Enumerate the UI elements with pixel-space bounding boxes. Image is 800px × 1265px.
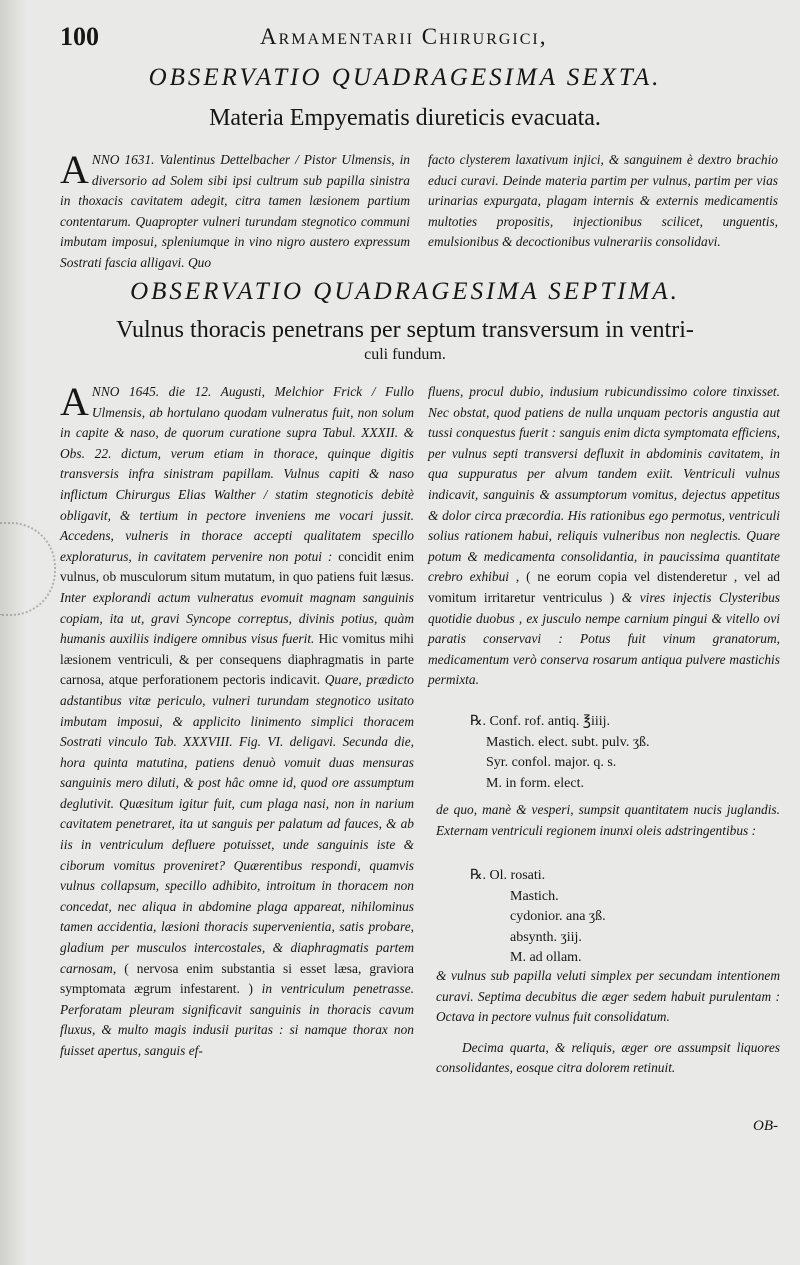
prescription-line: ℞. Conf. rof. antiq. ℥iiij. <box>470 714 611 729</box>
prescription-line: Mastich. elect. subt. pulv. ʒß. <box>486 734 650 750</box>
observation-47-text-11: de quo, manè & vesperi, sumpsit quantitatem nucis juglandis. Externam ventriculi regionem inunxi oleis adstringentibus : <box>436 802 780 838</box>
observation-47-text-5: Quare, prædicto adstantibus vitæ periculo, vulneri turundam stegnotico usitato imbutam imposui, & applicito linimento simplici thoracem Sostrati vinculo Tab. XXXVIII. Fig. VI. deligavi. Secunda die, hora quinta matutina, patiens denuò vomuit duas mensuras sanguinis mero diluti, & post hâc omne id, quod ore assumptum deglutivit. Quæsitum igitur fuit, cum plaga nasi, non in narium cavitatem penetraret, ita ut sanguis per palatum ad fauces, & ab iis in ventriculum defluere potuisset, unde sanguinis iste & ciborum vomitus proveniret? Quærentibus respondi, quamvis vulnus collapsum, specillo adhibito, introitum in thoracem non concedat, nec aliqua in abdomine plaga appareat, nihilominus tamen accidentia, læsioni thoracis supervenientia, satis probare, gladium per musculos intercostales, & diaphragmatis partem carnosam, <box>60 672 414 976</box>
observation-47-column-right-cont <box>436 800 780 841</box>
observation-47-text-1: NNO 1645. die 12. Augusti, Melchior Frick / Fullo Ulmensis, ab hortulano quodam vulneratus fuit, non solum in capite & naso, de quorum curatione supra Tabul. XXXII. & Obs. 22. dictum, verum etiam in thorace, quinque digitis transversis infra sinistram papillam. Vulnus capiti & naso inflictum Chirurgus Elias Walther / statim stegnoticis debitè obligavit, & tertium in pectore inveniens me vocari jussit. Accedens, vulneris in thorace accepti qualitatem specillo exploraturus, in cavitatem pervenire non potui : <box>60 384 414 564</box>
observation-47-text-9: ( ne eorum copia vel distenderetur , vel ad vomitum irritaretur ventriculus ) <box>428 569 780 605</box>
observation-46-text-right: facto clysterem laxativum injici, & sanguinem è dextro brachio educi curavi. Deinde materia partim per vulnus, partim per vias urinarias expurgata, plagam internis & externis medicamentis multoties propositis, injectionibus scilicet, unguentis, emulsionibus & decoctionibus vulnerariis consolidavi. <box>428 152 778 250</box>
observation-47-text-4: Hic vomitus mihi læsionem ventriculi, & per consequens diaphragmatis in parte carnosa, atque perforationem pectoris indicavit. <box>60 631 414 688</box>
observation-47-conclusion <box>436 966 780 1079</box>
prescription-line: ℞. Ol. rosati. <box>470 868 546 883</box>
observation-47-text-3: Inter explorandi actum vulneratus evomuit magnam sanguinis copiam, ita ut, gravi Syncope correptus, divinis potius, quàm humanis auxiliis indigere omnibus visus fuerit. <box>60 589 414 647</box>
observation-46-column-right <box>428 150 778 253</box>
observation-47-text-8: fluens, procul dubio, indusium rubicundissimo colore tinxisset. Nec obstat, quod patiens de nulla unquam pectoris angustia aut tussi conquestus fuerit : sanguis enim dicta symptomata efficiens, per vulnus septi transversi defluxit in abdominis cavitatem, in qua suppuratus per alvum tandem exiit. Ventriculi vulnus indicavit, sanguinis & assumptorum vomitus, dejectus appetitus & dolor circa præcordia. His rationibus ego permotus, ventriculi solius rationem habui, reliquis vulneribus non neglectis. Quare potum & medicamenta consolidantia, in paucissima quantitate crebro exhibui , <box>428 384 780 585</box>
observation-47-column-right <box>428 382 780 691</box>
prescription-line: cydonior. ana ʒß. <box>510 909 606 924</box>
running-header <box>60 22 780 56</box>
observation-46-column-left <box>60 147 410 274</box>
observation-47-text-13: Decima quarta, & reliquis, æger ore assumpsit liquores consolidantes, eosque citra dolorem retinuit. <box>436 1039 780 1076</box>
drop-cap: A <box>60 147 89 192</box>
prescription-ointment <box>470 866 606 969</box>
observation-47-title: OBSERVATIO QUADRAGESIMA SEPTIMA. <box>130 278 680 305</box>
observation-47-text-12: & vulnus sub papilla veluti simplex per secundam intentionem curavi. Septima decubitus die æger sedem habuit purulentam : Octava in pectore vulnus fuit consolidatum. <box>436 968 780 1025</box>
page-number: 100 <box>60 22 99 51</box>
observation-47-subtitle-line-1: Vulnus thoracis penetrans per septum transversum in ventri- <box>116 317 694 343</box>
prescription-line: M. ad ollam. <box>510 950 582 965</box>
page-gutter-shadow <box>0 0 26 1265</box>
prescription-line: Syr. confol. major. q. s. <box>486 755 617 770</box>
catchword: OB- <box>753 1118 778 1134</box>
observation-47-column-left <box>60 379 414 1062</box>
drop-cap: A <box>60 379 89 424</box>
observation-47-text-2: concidit enim vulnus, ob musculorum situm mutatum, in quo patiens fuit læsus. <box>60 548 414 585</box>
observation-47-subtitle <box>60 315 750 365</box>
running-title: Armamentarii Chirurgici, <box>260 24 548 49</box>
observation-47-text-7: in ventriculum penetrasse. Perforatam pleuram significavit sanguinis in thoracis cavum fluxus, & multo magis indusii puritas : si namque thorax non fuisset apertus, sanguis ef- <box>60 981 414 1058</box>
observation-46-text-left: NNO 1631. Valentinus Dettelbacher / Pistor Ulmensis, in diversorio ad Solem sibi ipsi cultrum sub papilla sinistra in thoxacis cavitatem adegit, citra tamen læsionem partium contentarum. Quapropter vulneri turundam stegnotico communi imbutam imposui, spleniumque in vino nigro austero expressum Sostrati fascia alligavi. Quo <box>60 152 410 270</box>
prescription-electuary <box>470 712 650 794</box>
prescription-line: M. in form. elect. <box>486 775 584 791</box>
observation-47-text-10: & vires injectis Clysteribus quotidie duobus , ex jusculo nempe carnium pingui & vitello ovi paratis conservavi : Potus fuit vinum granatorum, medicamentum verò conserva rosarum antiqua pulvere mastichis permixta. <box>428 589 780 688</box>
prescription-line: Mastich. <box>510 888 559 904</box>
library-stamp <box>0 522 56 616</box>
prescription-line: absynth. ʒiij. <box>510 929 582 945</box>
observation-47-text-6: ( nervosa enim substantia si esset læsa, graviora symptomata ægrum infestarent. ) <box>60 960 414 997</box>
observation-46-subtitle: Materia Empyematis diureticis evacuata. <box>209 105 601 131</box>
observation-46-title: OBSERVATIO QUADRAGESIMA SEXTA. <box>148 64 662 91</box>
observation-47-subtitle-line-2: culi fundum. <box>364 346 446 363</box>
